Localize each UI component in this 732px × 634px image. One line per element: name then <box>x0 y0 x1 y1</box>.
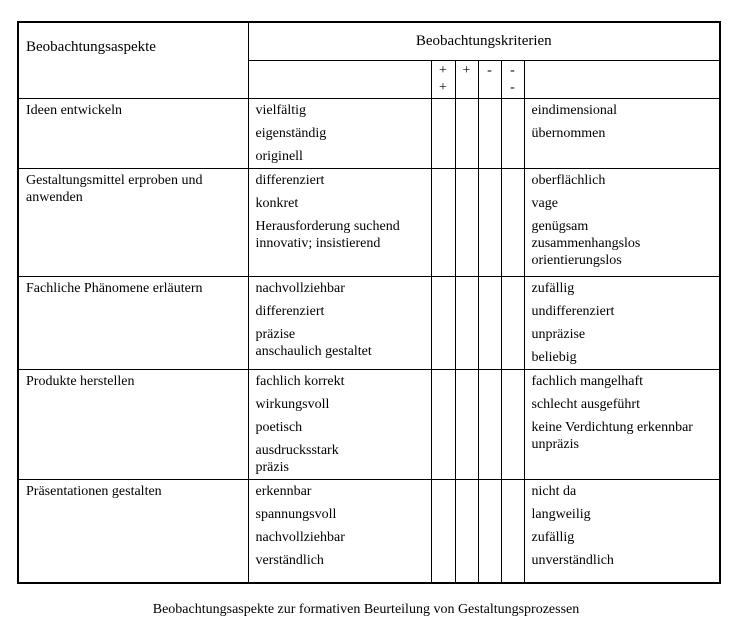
criteria-line: eindimensional <box>531 102 618 118</box>
criteria-line: innovativ; insistierend <box>255 235 381 251</box>
positive-criteria-cell <box>248 98 431 168</box>
criteria-line: genügsam <box>531 218 589 234</box>
criteria-group <box>256 419 424 436</box>
criteria-line: nachvollziehbar <box>255 529 345 545</box>
criteria-group <box>532 172 713 189</box>
criteria-line: spannungsvoll <box>255 506 337 522</box>
criteria-line: vage <box>531 195 558 211</box>
negative-criteria-cell <box>524 479 720 583</box>
criteria-group <box>532 529 713 546</box>
criteria-line: oberflächlich <box>531 172 606 188</box>
aspect-cell: Gestaltungsmittel erproben und anwenden <box>18 168 248 276</box>
rating-mark-cell <box>431 276 455 369</box>
rating-header-minus-minus <box>501 60 524 98</box>
table-row <box>18 276 720 369</box>
criteria-group <box>532 280 713 297</box>
criteria-group <box>532 506 713 523</box>
criteria-line: unpräzise <box>531 326 586 342</box>
rating-mark-cell <box>501 168 524 276</box>
positive-criteria-cell <box>248 479 431 583</box>
rating-mark-cell <box>455 369 478 479</box>
rating-mark-cell <box>478 276 501 369</box>
criteria-group <box>256 552 424 569</box>
aspect-cell: Produkte herstellen <box>18 369 248 479</box>
criteria-group <box>532 419 713 453</box>
criteria-group <box>256 442 424 476</box>
criteria-line: undifferenziert <box>531 303 615 319</box>
table-row <box>18 98 720 168</box>
rating-mark-cell <box>431 369 455 479</box>
table-header <box>18 22 720 98</box>
criteria-line: fachlich korrekt <box>255 373 345 389</box>
criteria-line: nicht da <box>531 483 577 499</box>
criteria-group <box>256 506 424 523</box>
criteria-line: zufällig <box>531 529 575 545</box>
criteria-line: langweilig <box>531 506 591 522</box>
rating-mark-cell <box>501 369 524 479</box>
criteria-line: schlecht ausgeführt <box>531 396 640 412</box>
criteria-line: orientierungslos <box>531 252 622 268</box>
rating-mark-cell <box>455 479 478 583</box>
criteria-group <box>256 483 424 500</box>
rating-header-plus <box>455 60 478 98</box>
rating-mark-cell <box>501 479 524 583</box>
criteria-line: präzis <box>255 459 289 475</box>
criteria-line: konkret <box>255 195 299 211</box>
criteria-group <box>256 326 424 360</box>
rating-mark-cell <box>478 98 501 168</box>
criteria-line: ausdrucksstark <box>255 442 339 458</box>
criteria-line: zusammenhangslos <box>531 235 641 251</box>
criteria-group <box>256 396 424 413</box>
criteria-line: fachlich mangelhaft <box>531 373 644 389</box>
criteria-line: unverständlich <box>531 552 614 568</box>
criteria-group <box>532 125 713 142</box>
table-caption: Beobachtungsaspekte zur formativen Beurteilung von Gestaltungsprozessen <box>152 602 580 617</box>
rating-mark-cell <box>431 98 455 168</box>
rating-mark-cell <box>478 479 501 583</box>
criteria-line: poetisch <box>255 419 303 435</box>
rating-mark-cell <box>455 276 478 369</box>
criteria-line: übernommen <box>531 125 606 141</box>
criteria-line: beliebig <box>531 349 577 365</box>
table-row <box>18 369 720 479</box>
criteria-line: anschaulich gestaltet <box>255 343 372 359</box>
criteria-line: differenziert <box>255 303 325 319</box>
criteria-line: wirkungsvoll <box>255 396 330 412</box>
criteria-group <box>532 396 713 413</box>
rating-mark-cell <box>431 168 455 276</box>
aspect-cell: Fachliche Phänomene erläutern <box>18 276 248 369</box>
negative-criteria-cell <box>524 369 720 479</box>
criteria-line: originell <box>255 148 303 164</box>
criteria-group <box>256 195 424 212</box>
criteria-group <box>532 349 713 366</box>
criteria-line: keine Verdichtung erkennbar <box>531 419 693 435</box>
criteria-line: vielfältig <box>255 102 307 118</box>
criteria-line: erkennbar <box>255 483 312 499</box>
rating-mark-cell <box>431 479 455 583</box>
positive-criteria-cell <box>248 276 431 369</box>
criteria-group <box>532 326 713 343</box>
criteria-group <box>256 280 424 297</box>
rating-mark-cell <box>455 168 478 276</box>
criteria-line: unpräzis <box>531 436 579 452</box>
criteria-group <box>532 195 713 212</box>
criteria-group <box>256 218 424 252</box>
table-row <box>18 168 720 276</box>
header-row-main <box>18 22 720 60</box>
rating-symbol: + <box>462 62 471 78</box>
rating-symbol: - <box>510 79 515 95</box>
rating-symbol: - <box>487 62 492 78</box>
rating-symbol: + <box>439 62 447 78</box>
criteria-group <box>532 552 713 569</box>
rating-mark-cell <box>455 98 478 168</box>
table-row <box>18 479 720 583</box>
aspect-cell: Ideen entwickeln <box>18 98 248 168</box>
criteria-group <box>256 172 424 189</box>
criteria-group <box>532 303 713 320</box>
rating-symbol: + <box>439 79 447 95</box>
aspects-column-header: Beobachtungsaspekte <box>18 22 248 98</box>
criteria-line: zufällig <box>531 280 575 296</box>
criteria-line: differenziert <box>255 172 325 188</box>
criteria-group <box>532 373 713 390</box>
aspect-cell: Präsentationen gestalten <box>18 479 248 583</box>
negative-criteria-cell <box>524 98 720 168</box>
criteria-group <box>256 303 424 320</box>
rating-mark-cell <box>501 276 524 369</box>
rating-mark-cell <box>478 369 501 479</box>
rating-header-plus-plus <box>431 60 455 98</box>
criteria-group <box>532 483 713 500</box>
table-body <box>18 98 720 583</box>
negative-criteria-cell <box>524 276 720 369</box>
rating-mark-cell <box>501 98 524 168</box>
criteria-line: nachvollziehbar <box>255 280 345 296</box>
criteria-group <box>532 218 713 269</box>
criteria-line: präzise <box>255 326 296 342</box>
negative-criteria-cell <box>524 168 720 276</box>
criteria-group <box>256 102 424 119</box>
rating-symbol: - <box>510 62 515 78</box>
empty-subheader-cell-negative <box>524 60 720 98</box>
criteria-group <box>256 529 424 546</box>
criteria-group <box>256 148 424 165</box>
criteria-line: eigenständig <box>255 125 327 141</box>
criteria-line: verständlich <box>255 552 324 568</box>
positive-criteria-cell <box>248 369 431 479</box>
criteria-group <box>256 373 424 390</box>
observation-table <box>17 21 721 584</box>
criteria-line: Herausforderung suchend <box>255 218 400 234</box>
positive-criteria-cell <box>248 168 431 276</box>
criteria-column-header: Beobachtungskriterien <box>248 22 720 60</box>
rating-mark-cell <box>478 168 501 276</box>
empty-subheader-cell-positive <box>248 60 431 98</box>
criteria-group <box>532 102 713 119</box>
rating-header-minus <box>478 60 501 98</box>
criteria-group <box>256 125 424 142</box>
